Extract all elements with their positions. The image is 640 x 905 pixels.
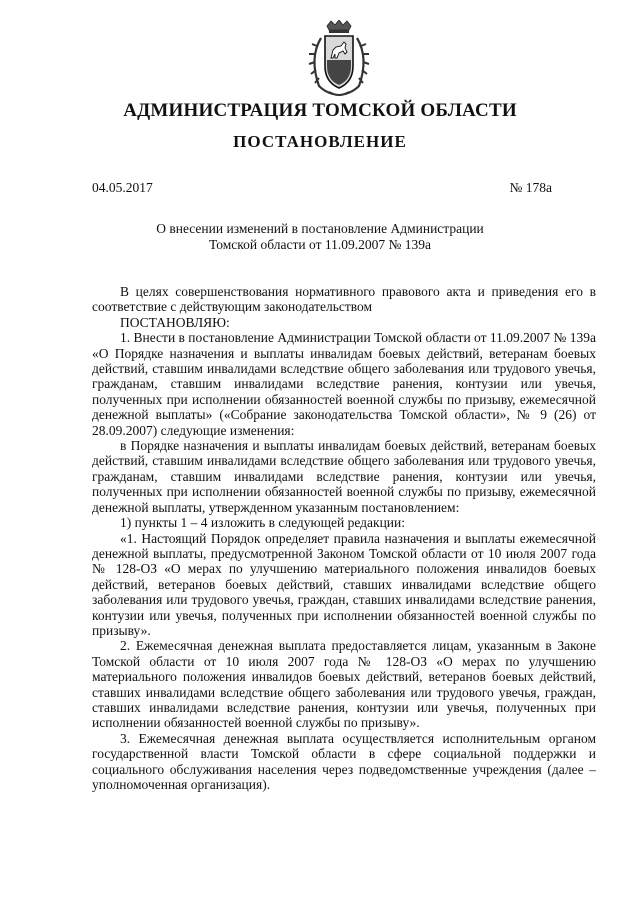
body-paragraph: 1) пункты 1 – 4 изложить в следующей редакции: — [120, 515, 406, 531]
body-paragraph: 1. Внести в постановление Администрации Томской области от 11.09.2007 № 139а «О Порядке назначения и выплаты инвалидам боевых действий, ветеранам боевых действий, ставшим инвалидами вследствие общего заболевания или трудового увечья, гражданам, ставшим инвалидами вследствие ранения, контузии или увечья, полученных при исполнении обязанностей военной службы по призыву, ежемесячной денежной выплаты» («Собрание законодательства Томской области», № 9 (26) от 28.09.2007) следующие изменения: — [92, 330, 597, 438]
subject-line: О внесении изменений в постановление Администрации — [156, 221, 484, 236]
body-paragraph: в Порядке назначения и выплаты инвалидам боевых действий, ветеранам боевых действий, ставшим инвалидами вследствие общего заболевания или трудового увечья, гражданам, ставшим инвалидами вследствие ранения, контузии или увечья, полученных при исполнении обязанностей военной службы по призыву, ежемесячной денежной выплаты, утвержденном указанным постановлением: — [92, 438, 596, 515]
body-paragraph: 2. Ежемесячная денежная выплата предоставляется лицам, указанным в Законе Томской области от 10 июля 2007 года № 128-ОЗ «О мерах по улучшению материального положения инвалидов боевых действий, ветеранов боевых действий, ставших инвалидами вследствие общего заболевания или трудового увечья, граждан, ставших инвалидами вследствие ранения, контузии или увечья, полученных при исполнении обязанностей военной службы по призыву». — [92, 638, 596, 731]
document-date: 04.05.2017 — [92, 180, 153, 195]
document-body — [92, 284, 596, 792]
body-paragraph: 3. Ежемесячная денежная выплата осуществляется исполнительным органом государственной власти Томской области в сфере социальной поддержки и социального обслуживания населения через подведомственные учреждения (далее – уполномоченная организация). — [92, 730, 596, 792]
body-paragraph: ПОСТАНОВЛЯЮ: — [120, 314, 230, 330]
organization-title: АДМИНИСТРАЦИЯ ТОМСКОЙ ОБЛАСТИ — [123, 100, 517, 121]
coat-of-arms-icon — [303, 20, 375, 98]
document-number: № 178а — [509, 180, 552, 195]
subject-line: Томской области от 11.09.2007 № 139а — [209, 237, 431, 252]
body-paragraph: В целях совершенствования нормативного правового акта и приведения его в соответствие с действующим законодательством — [92, 284, 596, 315]
body-paragraph: «1. Настоящий Порядок определяет правила назначения и выплаты ежемесячной денежной выплаты, предусмотренной Законом Томской области от 10 июля 2007 года № 128-ОЗ «О мерах по улучшению материального положения инвалидов боевых действий, ветеранов боевых действий, ставших инвалидами вследствие общего заболевания или трудового увечья, граждан, ставших инвалидами вследствие ранения, контузии или увечья, полученных при исполнении обязанностей военной службы по призыву». — [92, 530, 596, 638]
document-subject — [0, 221, 640, 253]
document-type: ПОСТАНОВЛЕНИЕ — [233, 132, 407, 151]
